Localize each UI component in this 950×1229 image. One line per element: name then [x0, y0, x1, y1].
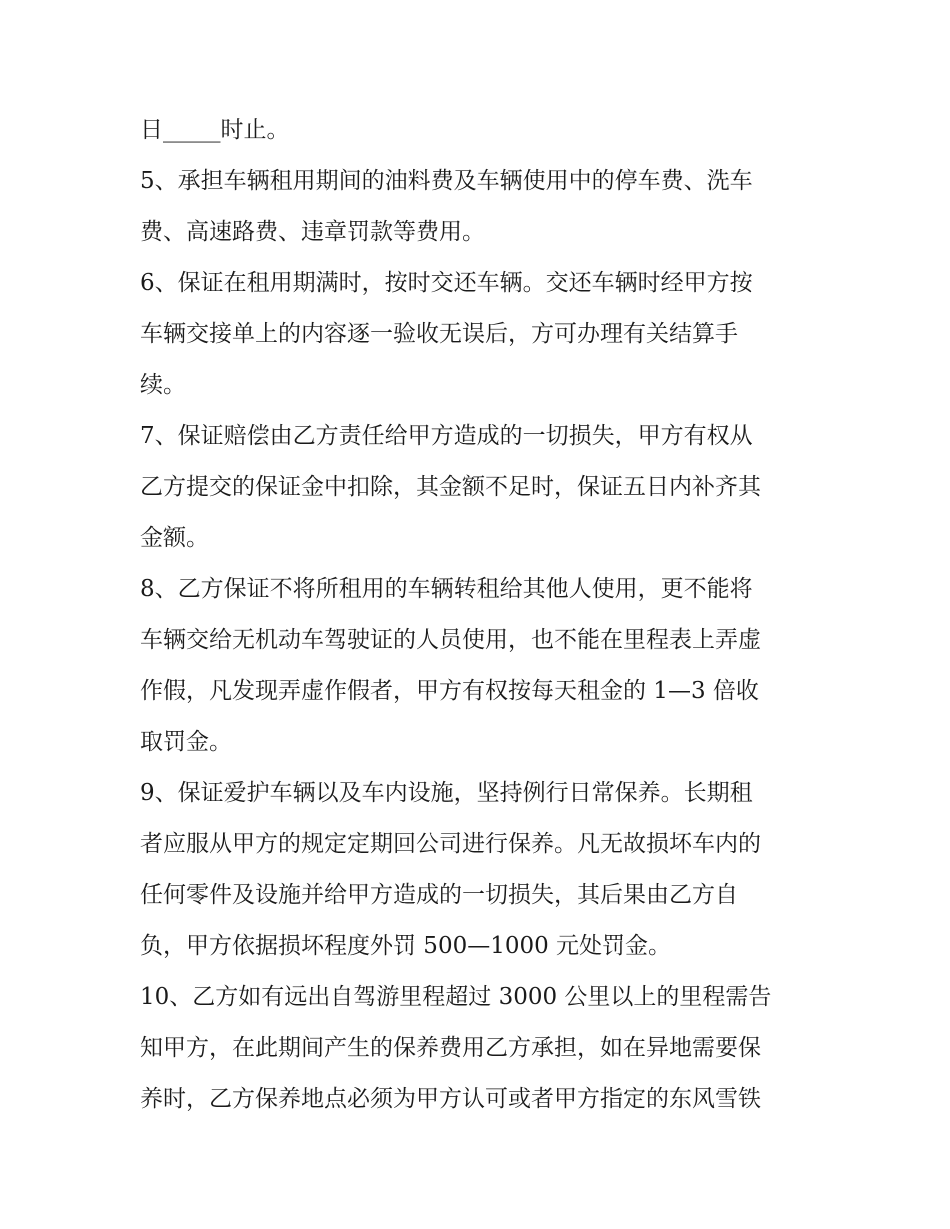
text-line: 知甲方，在此期间产生的保养费用乙方承担，如在异地需要保 — [140, 1035, 761, 1061]
text-line: 金额。 — [140, 525, 209, 551]
text-line: 作假，凡发现弄虚作假者，甲方有权按每天租金的 1—3 倍收 — [140, 678, 759, 704]
text-line: 5、承担车辆租用期间的油料费及车辆使用中的停车费、洗车 — [140, 168, 753, 194]
text-line: 乙方提交的保证金中扣除，其金额不足时，保证五日内补齐其 — [140, 474, 761, 500]
text-line: 费、高速路费、违章罚款等费用。 — [140, 219, 485, 245]
text-line: 10、乙方如有远出自驾游里程超过 3000 公里以上的里程需告 — [140, 984, 772, 1010]
text-line: 任何零件及设施并给甲方造成的一切损失，其后果由乙方自 — [140, 882, 738, 908]
text-line: 续。 — [140, 372, 186, 398]
text-line: 者应服从甲方的规定定期回公司进行保养。凡无故损坏车内的 — [140, 831, 761, 857]
text-line: 负，甲方依据损坏程度外罚 500—1000 元处罚金。 — [140, 933, 672, 959]
text-line: 日_____时止。 — [140, 117, 290, 143]
document-body — [140, 105, 815, 1125]
text-line: 车辆交接单上的内容逐一验收无误后，方可办理有关结算手 — [140, 321, 738, 347]
text-line: 6、保证在租用期满时，按时交还车辆。交还车辆时经甲方按 — [140, 270, 753, 296]
text-line: 7、保证赔偿由乙方责任给甲方造成的一切损失，甲方有权从 — [140, 423, 753, 449]
text-line: 8、乙方保证不将所租用的车辆转租给其他人使用，更不能将 — [140, 576, 753, 602]
text-line: 取罚金。 — [140, 729, 232, 755]
text-line: 养时，乙方保养地点必须为甲方认可或者甲方指定的东风雪铁 — [140, 1086, 761, 1112]
text-line: 9、保证爱护车辆以及车内设施，坚持例行日常保养。长期租 — [140, 780, 753, 806]
text-line: 车辆交给无机动车驾驶证的人员使用，也不能在里程表上弄虚 — [140, 627, 761, 653]
